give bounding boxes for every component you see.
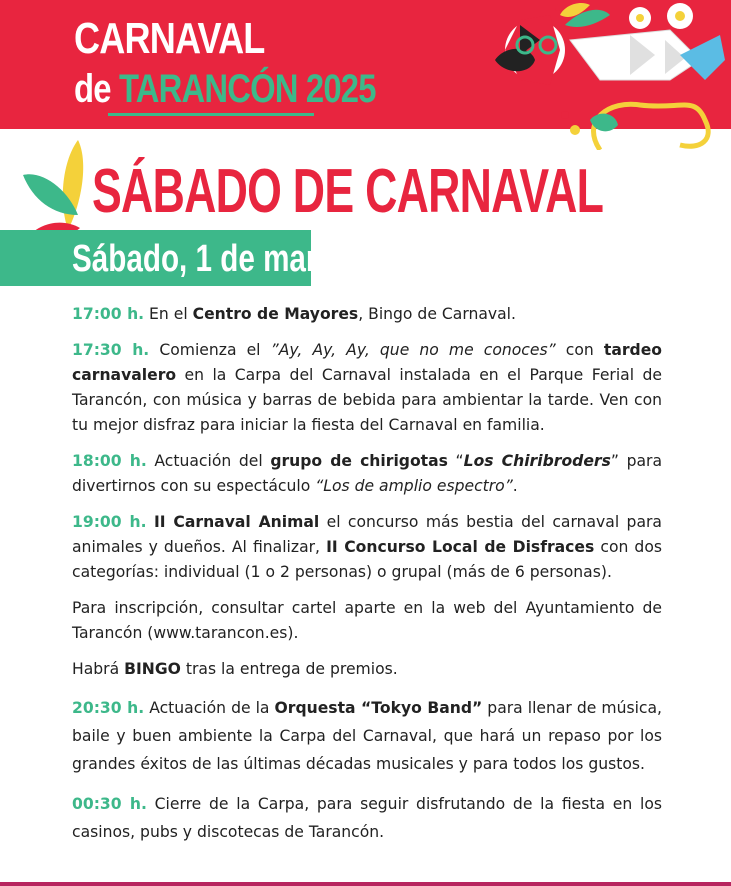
event-highlight: BINGO <box>124 660 181 678</box>
event-highlight: grupo de chirigotas <box>270 452 448 470</box>
brand-underline <box>108 113 314 116</box>
bingo-note <box>72 657 662 682</box>
event-highlight: II Concurso Local de Disfraces <box>326 538 595 556</box>
event-text: , Bingo de Carnaval. <box>358 305 516 323</box>
event-text: ” para divertirnos con su espectáculo <box>72 452 662 495</box>
event-item-1800 <box>72 449 662 499</box>
event-time: 20:30 h. <box>72 699 145 717</box>
event-time: 17:00 h. <box>72 305 145 323</box>
event-item-1730 <box>72 338 662 438</box>
event-text: tras la entrega de premios. <box>180 660 398 678</box>
brand-title-line2 <box>74 66 376 112</box>
brand-title-year: 2025 <box>305 67 376 111</box>
footer-divider <box>0 882 731 886</box>
event-text: para llenar de música, baile y buen ambiente la Carpa del Carnaval, que hará un repaso por los grandes éxitos de las últimas décadas musicales y para todos los gustos. <box>72 699 663 773</box>
event-time: 00:30 h. <box>72 795 147 813</box>
event-text: el concurso más bestia del carnaval para animales y dueños. Al finalizar, <box>72 513 662 556</box>
event-text: con dos categorías: individual (1 o 2 personas) o grupal (más de 6 personas). <box>72 538 662 581</box>
event-highlight: II Carnaval Animal <box>153 513 320 531</box>
event-text <box>147 513 154 531</box>
event-item-0030 <box>72 790 662 846</box>
event-text: En el <box>144 305 193 323</box>
event-time: 18:00 h. <box>72 452 147 470</box>
event-text: Comienza el <box>149 341 271 359</box>
event-group-name: Los Chiribroders <box>463 452 611 470</box>
event-item-1900 <box>72 510 662 585</box>
event-text: “ <box>447 452 464 470</box>
brand-title-carnaval: CARNAVAL <box>74 14 265 63</box>
event-time: 17:30 h. <box>72 341 150 359</box>
event-highlight: Orquesta “Tokyo Band” <box>274 699 483 717</box>
carnival-mask-icon <box>480 0 731 150</box>
event-date: Sábado, 1 de marzo <box>72 238 351 280</box>
event-item-2030 <box>72 694 662 778</box>
event-text: Actuación del <box>146 452 271 470</box>
event-time: 19:00 h. <box>72 513 147 531</box>
brand-title-city: TARANCÓN <box>118 67 298 111</box>
event-text: Actuación de la <box>144 699 275 717</box>
page-title: SÁBADO DE CARNAVAL <box>92 157 604 226</box>
event-highlight: tardeo carnavalero <box>72 341 662 384</box>
event-text: Habrá <box>72 660 125 678</box>
registration-note: Para inscripción, consultar cartel aparte en la web del Ayuntamiento de Tarancón (www.tarancon.es). <box>72 599 662 642</box>
event-text: Cierre de la Carpa, para seguir disfrutando de la fiesta en los casinos, pubs y discotecas de Tarancón. <box>72 795 662 841</box>
event-text: con <box>555 341 604 359</box>
event-item-1700 <box>72 302 662 327</box>
event-venue: Centro de Mayores <box>192 305 359 323</box>
event-text: en la Carpa del Carnaval instalada en el Parque Ferial de Tarancón, con música y barras de bebida para ambientar la tarde. Ven con tu mejor disfraz para iniciar la fiesta del Carnaval en familia. <box>72 366 662 434</box>
event-show-name: “Los de amplio espectro” <box>315 477 513 495</box>
brand-title-de: de <box>74 67 111 111</box>
event-list <box>72 302 662 846</box>
event-quote: ”Ay, Ay, Ay, que no me conoces” <box>270 341 556 359</box>
event-text: . <box>512 477 518 495</box>
